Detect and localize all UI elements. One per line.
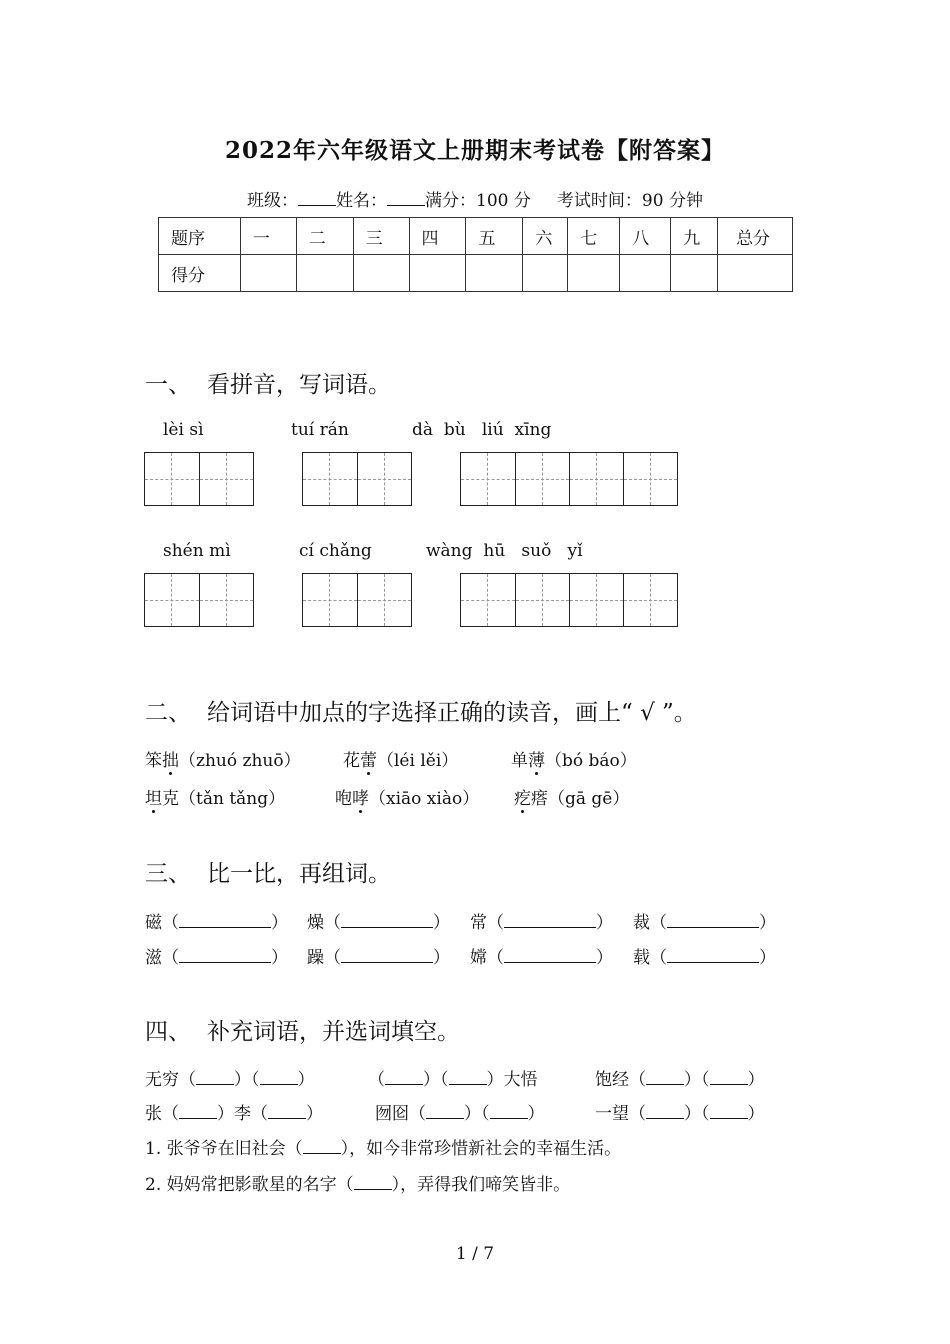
score-cell[interactable] bbox=[568, 255, 620, 292]
score-cell[interactable] bbox=[523, 255, 568, 292]
section2-number: 二、 bbox=[145, 700, 191, 726]
compare-item: 常（ ） bbox=[470, 913, 613, 933]
section3-number: 三、 bbox=[145, 861, 191, 887]
writing-grid[interactable] bbox=[302, 452, 412, 506]
pinyin-label: cí chǎng bbox=[299, 541, 372, 561]
idiom-item: 无穷（ ）（ ） bbox=[145, 1070, 315, 1090]
compare-item: 躁（ ） bbox=[307, 948, 450, 968]
score-header-cell: 四 bbox=[409, 218, 466, 255]
idiom-item: 囫囵（ ）（ ） bbox=[375, 1104, 545, 1124]
page-title: 2022年六年级语文上册期末考试卷【附答案】 bbox=[224, 137, 725, 164]
idiom-item: 张（ ）李（ ） bbox=[145, 1104, 323, 1124]
reading-item: 疙瘩（gā gē） bbox=[514, 784, 629, 809]
score-cell[interactable] bbox=[240, 255, 296, 292]
reading-item: 笨拙（zhuó zhuō） bbox=[145, 746, 301, 771]
score-header-cell: 总分 bbox=[718, 218, 793, 255]
score-cell[interactable] bbox=[296, 255, 353, 292]
compare-item: 载（ ） bbox=[633, 948, 776, 968]
score-header-cell: 九 bbox=[671, 218, 718, 255]
score-header-cell: 三 bbox=[353, 218, 409, 255]
score-cell[interactable] bbox=[466, 255, 523, 292]
score-cell[interactable] bbox=[620, 255, 671, 292]
section1-heading bbox=[145, 366, 391, 399]
writing-grid[interactable] bbox=[302, 573, 412, 627]
class-label: 班级： bbox=[247, 191, 299, 211]
score-table bbox=[158, 217, 793, 292]
section2-title: 给词语中加点的字选择正确的读音，画上“ √ ”。 bbox=[207, 700, 697, 726]
score-header-cell: 六 bbox=[523, 218, 568, 255]
fill-sentence-2: 2. 妈妈常把影歌星的名字（ ），弄得我们啼笑皆非。 bbox=[145, 1175, 571, 1195]
name-label: 姓名： bbox=[336, 191, 388, 211]
writing-grid[interactable] bbox=[460, 452, 678, 506]
pinyin-label: wàng hū suǒ yǐ bbox=[426, 541, 583, 561]
compare-item: 裁（ ） bbox=[633, 913, 776, 933]
section2-heading bbox=[145, 694, 697, 727]
pinyin-label: tuí rán bbox=[291, 420, 349, 440]
score-header-cell: 八 bbox=[620, 218, 671, 255]
score-header-row bbox=[159, 218, 793, 255]
score-header-cell: 题序 bbox=[159, 218, 241, 255]
idiom-item: 一望（ ）（ ） bbox=[595, 1104, 765, 1124]
reading-item: 花蕾（léi lěi） bbox=[343, 746, 458, 771]
score-cell[interactable] bbox=[353, 255, 409, 292]
idiom-item: 饱经（ ）（ ） bbox=[595, 1070, 765, 1090]
score-row-label: 得分 bbox=[159, 255, 241, 292]
section4-heading bbox=[145, 1013, 460, 1046]
section4-number: 四、 bbox=[145, 1019, 191, 1045]
exam-info bbox=[0, 186, 950, 211]
class-blank[interactable] bbox=[298, 189, 336, 206]
fill-sentence-1: 1. 张爷爷在旧社会（ ），如今非常珍惜新社会的幸福生活。 bbox=[145, 1139, 622, 1159]
writing-grid-row bbox=[0, 573, 950, 627]
writing-grid[interactable] bbox=[144, 452, 254, 506]
score-cell[interactable] bbox=[409, 255, 466, 292]
exam-time: 考试时间：90 分钟 bbox=[556, 191, 703, 211]
writing-grid-row bbox=[0, 452, 950, 506]
score-cell[interactable] bbox=[671, 255, 718, 292]
section4-title: 补充词语，并选词填空。 bbox=[207, 1019, 460, 1045]
full-score: 满分：100 分 bbox=[425, 191, 531, 211]
score-cell[interactable] bbox=[718, 255, 793, 292]
section1-number: 一、 bbox=[145, 372, 191, 398]
section1-title: 看拼音，写词语。 bbox=[207, 372, 391, 398]
reading-item: 坦克（tǎn tǎng） bbox=[145, 784, 285, 809]
section3-title: 比一比，再组词。 bbox=[207, 861, 391, 887]
reading-item: 咆哮（xiāo xiào） bbox=[335, 784, 479, 809]
page-number: 1 / 7 bbox=[455, 1244, 495, 1264]
writing-grid[interactable] bbox=[460, 573, 678, 627]
pinyin-label: dà bù liú xīng bbox=[412, 420, 552, 440]
compare-item: 嫦（ ） bbox=[470, 948, 613, 968]
pinyin-label: shén mì bbox=[163, 541, 231, 561]
score-header-cell: 二 bbox=[296, 218, 353, 255]
compare-item: 燥（ ） bbox=[307, 913, 450, 933]
pinyin-label: lèi sì bbox=[163, 420, 204, 440]
reading-item: 单薄（bó báo） bbox=[511, 746, 637, 771]
compare-item: 磁（ ） bbox=[145, 913, 288, 933]
score-row bbox=[159, 255, 793, 292]
section3-heading bbox=[145, 855, 391, 888]
writing-grid[interactable] bbox=[144, 573, 254, 627]
compare-item: 滋（ ） bbox=[145, 948, 288, 968]
score-header-cell: 七 bbox=[568, 218, 620, 255]
idiom-item: （ ）（ ）大悟 bbox=[368, 1070, 538, 1090]
score-header-cell: 五 bbox=[466, 218, 523, 255]
name-blank[interactable] bbox=[387, 189, 425, 206]
score-header-cell: 一 bbox=[240, 218, 296, 255]
